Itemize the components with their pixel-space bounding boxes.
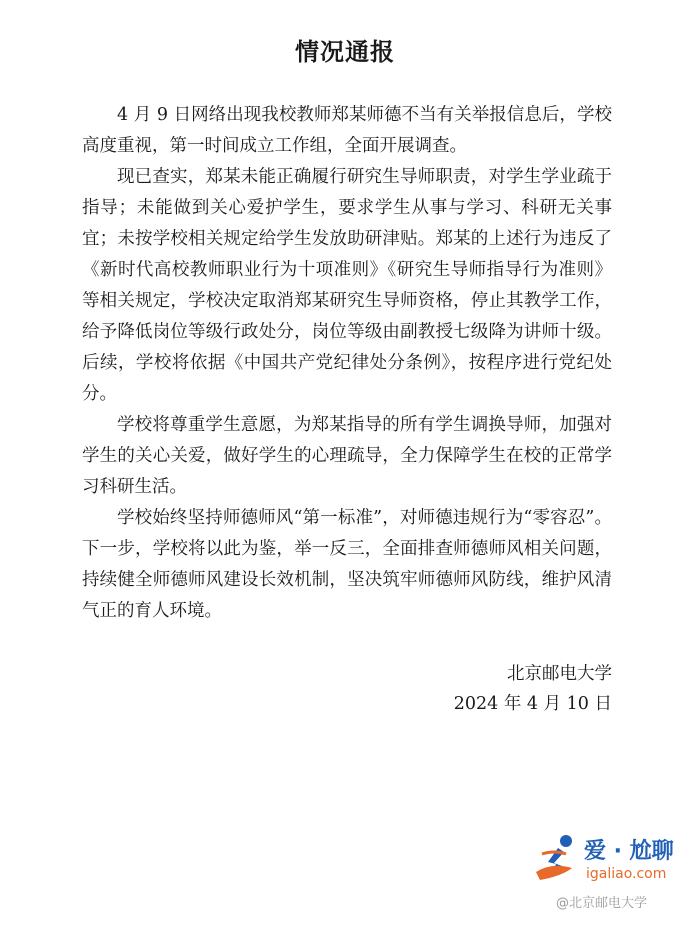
notice-body bbox=[82, 100, 612, 627]
paragraph-2: 现已查实，郑某未能正确履行研究生导师职责，对学生学业疏于指导；未能做到关心爱护学生，要求学生从事与学习、科研无关事宜；未按学校相关规定给学生发放助研津贴。郑某的上述行为违反了《新时代高校教师职业行为十项准则》《研究生导师指导行为准则》等相关规定，学校决定取消郑某研究生导师资格，停止其教学工作，给予降低岗位等级行政处分，岗位等级由副教授七级降为讲师十级。后续，学校将依据《中国共产党纪律处分条例》，按程序进行党纪处分。 bbox=[82, 167, 612, 404]
running-figure-logo-icon bbox=[532, 832, 584, 884]
paragraph-3: 学校将尊重学生意愿，为郑某指导的所有学生调换导师，加强对学生的关心关爱，做好学生的心理疏导，全力保障学生在校的正常学习科研生活。 bbox=[82, 415, 612, 497]
watermark bbox=[528, 828, 688, 924]
watermark-weibo-handle: @北京邮电大学 bbox=[556, 896, 648, 911]
page-title: 情况通报 bbox=[295, 38, 395, 66]
watermark-url: igaliao.com bbox=[586, 866, 667, 882]
signature-organization: 北京邮电大学 bbox=[507, 664, 612, 684]
paragraph-4: 学校始终坚持师德师风“第一标准”，对师德违规行为“零容忍”。下一步，学校将以此为鉴，举一反三，全面排查师德师风相关问题，持续健全师德师风建设长效机制，坚决筑牢师德师风防线，维护风清气正的育人环境。 bbox=[82, 508, 612, 621]
watermark-brand: 爱 · 尬聊 bbox=[584, 839, 674, 864]
paragraph-1: 4 月 9 日网络出现我校教师郑某师德不当有关举报信息后，学校高度重视，第一时间成立工作组，全面开展调查。 bbox=[82, 105, 612, 156]
signature-date: 2024 年 4 月 10 日 bbox=[453, 694, 612, 714]
